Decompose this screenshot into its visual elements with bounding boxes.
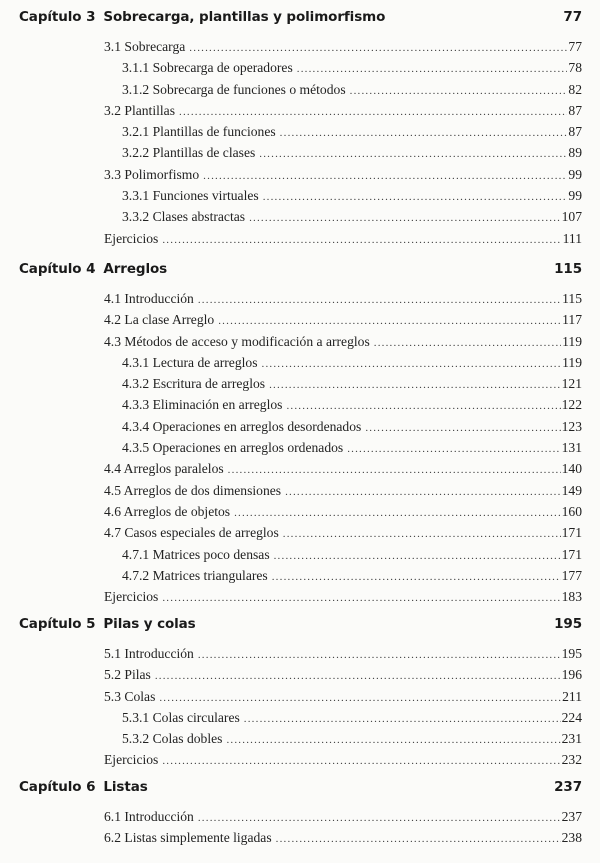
entry-page-number: 231 — [561, 731, 582, 747]
chapter-title: Pilas y colas — [103, 616, 196, 632]
entry-page-number: 211 — [562, 688, 582, 704]
toc-subsection-entry — [0, 731, 600, 752]
entry-label: 6.1 Introducción — [104, 809, 194, 824]
entry-label: 5.2 Pilas — [104, 667, 151, 683]
toc-section-entry — [0, 483, 600, 504]
entry-page-number: 119 — [562, 354, 582, 370]
toc-subsection-entry — [0, 60, 600, 81]
entry-page-number: 77 — [568, 39, 582, 54]
entry-page-number: 89 — [568, 145, 582, 161]
chapter-header — [0, 779, 600, 803]
toc-section-entry — [0, 334, 600, 355]
dot-leader — [179, 106, 567, 118]
toc-section-entry — [0, 689, 600, 710]
toc-subsection-entry — [0, 440, 600, 461]
chapter-entries — [0, 809, 600, 852]
entry-page-number: 82 — [568, 81, 582, 97]
chapter-page-number: 77 — [563, 9, 582, 25]
dot-leader — [162, 234, 561, 246]
toc-subsection-entry — [0, 209, 600, 230]
toc-subsection-entry — [0, 710, 600, 731]
toc-section-entry — [0, 39, 600, 60]
chapter-header — [0, 9, 600, 33]
entry-label: 3.2 Plantillas — [104, 102, 175, 118]
entry-page-number: 115 — [562, 291, 582, 306]
entry-page-number: 99 — [568, 188, 582, 204]
toc-subsection-entry — [0, 419, 600, 440]
entry-label: 3.1.1 Sobrecarga de operadores — [122, 60, 293, 76]
toc-subsection-entry — [0, 547, 600, 568]
entry-page-number: 140 — [561, 461, 582, 477]
dot-leader — [189, 42, 567, 54]
dot-leader — [286, 400, 560, 412]
entry-label: 3.1.2 Sobrecarga de funciones o métodos — [122, 81, 346, 97]
entry-page-number: 171 — [561, 525, 582, 541]
entry-label: 6.2 Listas simplemente ligadas — [104, 830, 272, 846]
entry-page-number: 87 — [568, 102, 582, 118]
entry-page-number: 232 — [561, 752, 582, 768]
dot-leader — [226, 734, 560, 746]
dot-leader — [276, 833, 561, 845]
dot-leader — [198, 294, 561, 306]
toc-subsection-entry — [0, 145, 600, 166]
dot-leader — [198, 812, 561, 824]
entry-label: 4.3.3 Eliminación en arreglos — [122, 397, 283, 413]
entry-page-number: 122 — [561, 397, 582, 413]
chapter-entries — [0, 39, 600, 252]
dot-leader — [162, 755, 560, 767]
entry-page-number: 123 — [561, 418, 582, 434]
entry-label: 4.7 Casos especiales de arreglos — [104, 525, 279, 541]
entry-label: 4.7.1 Matrices poco densas — [122, 546, 270, 562]
toc-subsection-entry — [0, 355, 600, 376]
toc-section-entry — [0, 646, 600, 667]
entry-label: 4.6 Arreglos de objetos — [104, 503, 231, 519]
dot-leader — [283, 528, 561, 540]
dot-leader — [262, 358, 562, 370]
toc-subsection-entry — [0, 568, 600, 589]
entry-label: 5.3.2 Colas dobles — [122, 731, 223, 747]
entry-label: 4.3.4 Operaciones en arreglos desordenados — [122, 418, 362, 434]
chapter-header — [0, 616, 600, 640]
entry-label: 5.3.1 Colas circulares — [122, 709, 240, 725]
dot-leader — [280, 127, 568, 139]
toc-section-entry — [0, 231, 600, 252]
entry-label: 4.4 Arreglos paralelos — [104, 461, 224, 477]
entry-label: 3.2.2 Plantillas de clases — [122, 145, 256, 161]
toc-section-entry — [0, 830, 600, 851]
dot-leader — [374, 337, 561, 349]
entry-page-number: 111 — [562, 230, 582, 246]
toc-subsection-entry — [0, 376, 600, 397]
toc-section-entry — [0, 167, 600, 188]
toc-section-entry — [0, 504, 600, 525]
entry-label: Ejercicios — [104, 589, 159, 605]
entry-page-number: 238 — [561, 830, 582, 846]
chapter-5 — [0, 616, 600, 774]
toc-section-entry — [0, 525, 600, 546]
dot-leader — [285, 486, 561, 498]
entry-page-number: 117 — [562, 312, 582, 328]
entry-label: 4.2 La clase Arreglo — [104, 312, 215, 328]
entry-page-number: 149 — [561, 482, 582, 498]
entry-label: 4.3.1 Lectura de arreglos — [122, 354, 258, 370]
dot-leader — [159, 692, 561, 704]
dot-leader — [269, 379, 561, 391]
entry-label: 5.1 Introducción — [104, 646, 194, 661]
entry-page-number: 224 — [561, 709, 582, 725]
toc-section-entry — [0, 103, 600, 124]
entry-page-number: 78 — [568, 60, 582, 76]
toc-subsection-entry — [0, 82, 600, 103]
dot-leader — [263, 191, 568, 203]
entry-label: 4.7.2 Matrices triangulares — [122, 567, 268, 583]
dot-leader — [234, 507, 561, 519]
entry-label: 4.3 Métodos de acceso y modificación a arreglos — [104, 333, 370, 349]
dot-leader — [249, 212, 561, 224]
chapter-entries — [0, 291, 600, 610]
entry-page-number: 87 — [568, 124, 582, 140]
entry-label: Ejercicios — [104, 752, 159, 768]
entry-label: 3.3.2 Clases abstractas — [122, 209, 246, 225]
dot-leader — [274, 550, 561, 562]
toc-section-entry — [0, 752, 600, 773]
chapter-label: Capítulo 3 — [19, 9, 96, 25]
chapter-page-number: 115 — [554, 261, 582, 277]
entry-page-number: 196 — [561, 667, 582, 683]
entry-label: 4.5 Arreglos de dos dimensiones — [104, 482, 282, 498]
entry-page-number: 171 — [561, 546, 582, 562]
entry-page-number: 107 — [561, 209, 582, 225]
toc-section-entry — [0, 667, 600, 688]
toc-section-entry — [0, 809, 600, 830]
dot-leader — [347, 443, 560, 455]
chapter-title: Listas — [103, 779, 148, 795]
entry-page-number: 183 — [561, 589, 582, 605]
chapter-label: Capítulo 4 — [19, 261, 96, 277]
chapter-label: Capítulo 6 — [19, 779, 96, 795]
dot-leader — [365, 422, 560, 434]
chapter-entries — [0, 646, 600, 774]
toc-section-entry — [0, 461, 600, 482]
entry-label: 4.3.2 Escritura de arreglos — [122, 376, 266, 392]
toc-section-entry — [0, 589, 600, 610]
toc-subsection-entry — [0, 188, 600, 209]
entry-page-number: 119 — [562, 333, 582, 349]
dot-leader — [228, 464, 561, 476]
dot-leader — [244, 713, 561, 725]
entry-label: 5.3 Colas — [104, 688, 156, 704]
toc-subsection-entry — [0, 397, 600, 418]
chapter-4 — [0, 261, 600, 610]
toc-section-entry — [0, 312, 600, 333]
entry-label: 4.3.5 Operaciones en arreglos ordenados — [122, 440, 344, 456]
entry-label: 3.3.1 Funciones virtuales — [122, 188, 259, 204]
dot-leader — [203, 170, 567, 182]
dot-leader — [297, 63, 568, 75]
chapter-3 — [0, 9, 600, 252]
chapter-page-number: 195 — [554, 616, 582, 632]
entry-page-number: 237 — [561, 809, 582, 824]
dot-leader — [218, 315, 561, 327]
entry-page-number: 195 — [561, 646, 582, 661]
entry-page-number: 160 — [561, 503, 582, 519]
toc-subsection-entry — [0, 124, 600, 145]
entry-page-number: 177 — [561, 567, 582, 583]
entry-page-number: 121 — [561, 376, 582, 392]
entry-page-number: 131 — [561, 440, 582, 456]
entry-label: 3.1 Sobrecarga — [104, 39, 186, 54]
chapter-header — [0, 261, 600, 285]
entry-label: 3.3 Polimorfismo — [104, 166, 200, 182]
dot-leader — [350, 85, 568, 97]
chapter-title: Sobrecarga, plantillas y polimorfismo — [103, 9, 386, 25]
entry-page-number: 99 — [568, 166, 582, 182]
dot-leader — [162, 592, 560, 604]
chapter-6 — [0, 779, 600, 852]
chapter-label: Capítulo 5 — [19, 616, 96, 632]
dot-leader — [198, 649, 561, 661]
entry-label: Ejercicios — [104, 230, 159, 246]
dot-leader — [259, 148, 567, 160]
dot-leader — [272, 571, 561, 583]
entry-label: 3.2.1 Plantillas de funciones — [122, 124, 276, 140]
chapter-page-number: 237 — [554, 779, 582, 795]
entry-label: 4.1 Introducción — [104, 291, 194, 306]
dot-leader — [155, 670, 561, 682]
chapter-title: Arreglos — [103, 261, 168, 277]
toc-section-entry — [0, 291, 600, 312]
